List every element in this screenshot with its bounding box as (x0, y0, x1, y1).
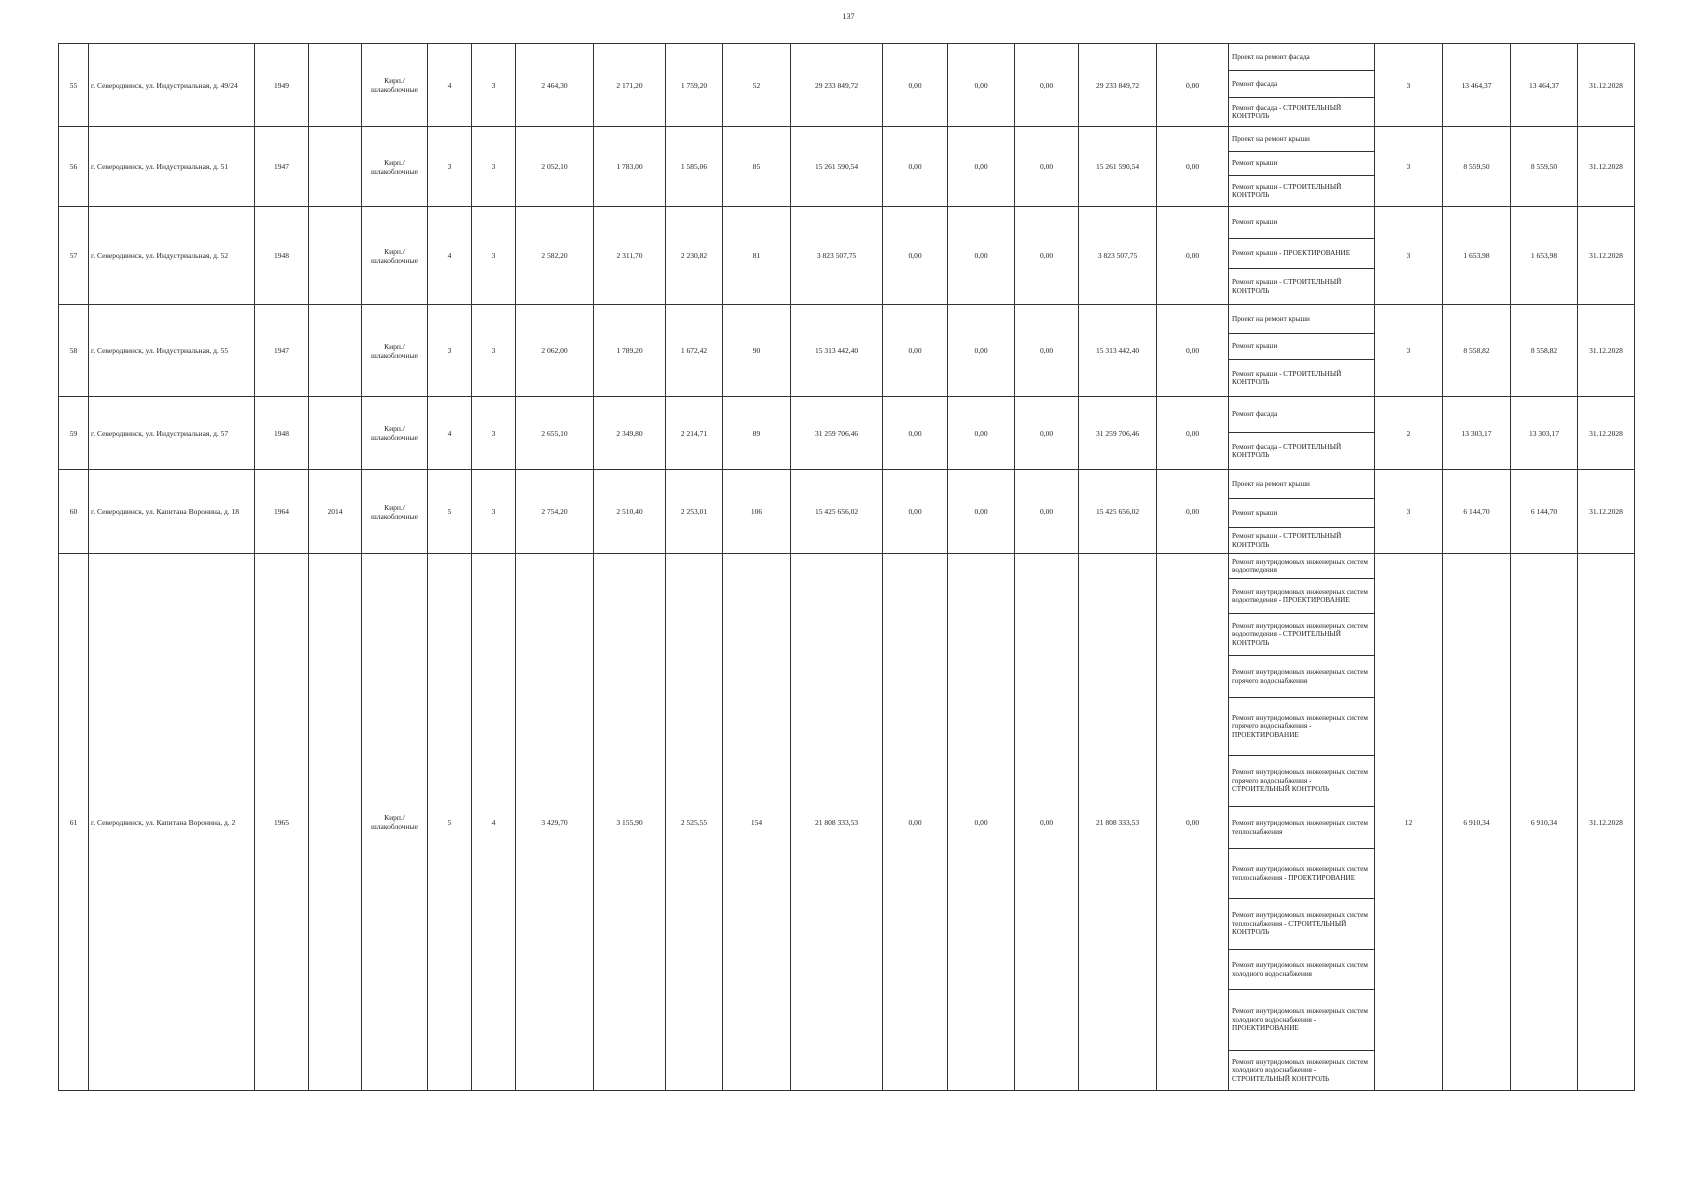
cell-entrances: 3 (472, 305, 516, 397)
page-number: 137 (842, 12, 855, 21)
cell-works-count: 2 (1375, 397, 1443, 470)
cell-year-built: 1949 (255, 44, 309, 127)
cell-material: Кирп./ шлакоблочные (362, 44, 428, 127)
cell-works-count: 3 (1375, 305, 1443, 397)
cell-fund-local: 0,00 (1015, 207, 1079, 305)
cell-works-count: 3 (1375, 207, 1443, 305)
cell-area-premises: 1 789,20 (594, 305, 666, 397)
cell-work-type: Ремонт крыши - СТРОИТЕЛЬНЫЙ КОНТРОЛЬ (1229, 360, 1375, 397)
cell-fund-other: 0,00 (1157, 305, 1229, 397)
cell-year-built: 1947 (255, 305, 309, 397)
cell-unit-cost-max: 13 464,37 (1511, 44, 1578, 127)
cell-work-type: Ремонт внутридомовых инженерных систем горячего водоснабжения - СТРОИТЕЛЬНЫЙ КОНТРОЛЬ (1229, 756, 1375, 807)
cell-fund-federal: 0,00 (883, 305, 948, 397)
cell-area-premises: 2 311,70 (594, 207, 666, 305)
cell-fund-owners: 21 808 333,53 (1079, 554, 1157, 1091)
cell-area-total: 2 582,20 (516, 207, 594, 305)
cell-cost-total: 31 259 706,46 (791, 397, 883, 470)
cell-area-total: 3 429,70 (516, 554, 594, 1091)
cell-cost-total: 3 823 507,75 (791, 207, 883, 305)
cell-fund-other: 0,00 (1157, 397, 1229, 470)
cell-address: г. Северодвинск, ул. Индустриальная, д. 55 (89, 305, 255, 397)
cell-area-total: 2 052,10 (516, 127, 594, 207)
cell-fund-local: 0,00 (1015, 470, 1079, 554)
cell-entrances: 4 (472, 554, 516, 1091)
cell-material: Кирп./ шлакоблочные (362, 470, 428, 554)
cell-residents: 106 (723, 470, 791, 554)
cell-fund-local: 0,00 (1015, 127, 1079, 207)
cell-work-type: Ремонт внутридомовых инженерных систем теплоснабжения (1229, 807, 1375, 849)
cell-fund-owners: 3 823 507,75 (1079, 207, 1157, 305)
cell-residents: 81 (723, 207, 791, 305)
cell-year-built: 1948 (255, 207, 309, 305)
cell-material: Кирп./ шлакоблочные (362, 305, 428, 397)
cell-deadline: 31.12.2028 (1578, 397, 1635, 470)
cell-work-type: Проект на ремонт крыши (1229, 127, 1375, 152)
cell-work-type: Ремонт внутридомовых инженерных систем холодного водоснабжения (1229, 950, 1375, 990)
table-body (59, 44, 1635, 1091)
cell-address: г. Северодвинск, ул. Индустриальная, д. 52 (89, 207, 255, 305)
table-row (59, 207, 1635, 239)
cell-year-overhaul: 2014 (309, 470, 362, 554)
cell-area-premises: 2 171,20 (594, 44, 666, 127)
table-row (59, 554, 1635, 579)
cell-floors: 4 (428, 207, 472, 305)
cell-fund-local: 0,00 (1015, 397, 1079, 470)
cell-material: Кирп./ шлакоблочные (362, 207, 428, 305)
cell-year-overhaul (309, 554, 362, 1091)
cell-unit-cost: 8 558,82 (1443, 305, 1511, 397)
cell-address: г. Северодвинск, ул. Капитана Воронина, д. 2 (89, 554, 255, 1091)
cell-fund-federal: 0,00 (883, 207, 948, 305)
cell-work-type: Ремонт внутридомовых инженерных систем горячего водоснабжения (1229, 656, 1375, 698)
cell-unit-cost-max: 6 144,70 (1511, 470, 1578, 554)
cell-fund-regional: 0,00 (948, 470, 1015, 554)
cell-area-premises: 1 783,00 (594, 127, 666, 207)
cell-fund-federal: 0,00 (883, 470, 948, 554)
cell-unit-cost-max: 6 910,34 (1511, 554, 1578, 1091)
cell-fund-owners: 15 261 590,54 (1079, 127, 1157, 207)
cell-work-type: Ремонт внутридомовых инженерных систем теплоснабжения - ПРОЕКТИРОВАНИЕ (1229, 849, 1375, 899)
cell-floors: 3 (428, 127, 472, 207)
cell-work-type: Ремонт крыши - ПРОЕКТИРОВАНИЕ (1229, 239, 1375, 269)
cell-num: 56 (59, 127, 89, 207)
cell-works-count: 12 (1375, 554, 1443, 1091)
cell-fund-local: 0,00 (1015, 554, 1079, 1091)
cell-unit-cost-max: 8 559,50 (1511, 127, 1578, 207)
cell-work-type: Ремонт фасада (1229, 71, 1375, 98)
cell-work-type: Ремонт внутридомовых инженерных систем теплоснабжения - СТРОИТЕЛЬНЫЙ КОНТРОЛЬ (1229, 899, 1375, 950)
cell-cost-total: 15 313 442,40 (791, 305, 883, 397)
cell-num: 55 (59, 44, 89, 127)
cell-material: Кирп./ шлакоблочные (362, 397, 428, 470)
cell-num: 60 (59, 470, 89, 554)
cell-work-type: Проект на ремонт фасада (1229, 44, 1375, 71)
cell-fund-regional: 0,00 (948, 397, 1015, 470)
cell-fund-regional: 0,00 (948, 127, 1015, 207)
cell-residents: 90 (723, 305, 791, 397)
cell-entrances: 3 (472, 397, 516, 470)
cell-work-type: Ремонт фасада - СТРОИТЕЛЬНЫЙ КОНТРОЛЬ (1229, 433, 1375, 470)
cell-work-type: Ремонт крыши (1229, 207, 1375, 239)
cell-work-type: Ремонт крыши - СТРОИТЕЛЬНЫЙ КОНТРОЛЬ (1229, 269, 1375, 305)
capital-repair-table (58, 43, 1635, 1091)
cell-year-built: 1964 (255, 470, 309, 554)
cell-area-premises: 2 349,80 (594, 397, 666, 470)
cell-fund-federal: 0,00 (883, 397, 948, 470)
cell-deadline: 31.12.2028 (1578, 470, 1635, 554)
cell-year-built: 1965 (255, 554, 309, 1091)
cell-entrances: 3 (472, 44, 516, 127)
table-row (59, 470, 1635, 499)
cell-residents: 52 (723, 44, 791, 127)
cell-area-premises: 3 155,90 (594, 554, 666, 1091)
cell-area-residential: 1 672,42 (666, 305, 723, 397)
cell-fund-other: 0,00 (1157, 207, 1229, 305)
cell-work-type: Ремонт внутридомовых инженерных систем холодного водоснабжения - ПРОЕКТИРОВАНИЕ (1229, 990, 1375, 1051)
cell-fund-local: 0,00 (1015, 44, 1079, 127)
cell-address: г. Северодвинск, ул. Капитана Воронина, д. 18 (89, 470, 255, 554)
cell-work-type: Ремонт крыши - СТРОИТЕЛЬНЫЙ КОНТРОЛЬ (1229, 528, 1375, 554)
cell-address: г. Северодвинск, ул. Индустриальная, д. 51 (89, 127, 255, 207)
cell-area-residential: 2 214,71 (666, 397, 723, 470)
cell-cost-total: 15 261 590,54 (791, 127, 883, 207)
cell-fund-owners: 29 233 849,72 (1079, 44, 1157, 127)
cell-unit-cost: 13 464,37 (1443, 44, 1511, 127)
cell-year-overhaul (309, 305, 362, 397)
cell-entrances: 3 (472, 207, 516, 305)
cell-deadline: 31.12.2028 (1578, 305, 1635, 397)
cell-work-type: Проект на ремонт крыши (1229, 470, 1375, 499)
cell-num: 59 (59, 397, 89, 470)
cell-work-type: Ремонт внутридомовых инженерных систем холодного водоснабжения - СТРОИТЕЛЬНЫЙ КОНТРОЛЬ (1229, 1051, 1375, 1091)
table-row (59, 44, 1635, 71)
cell-unit-cost: 8 559,50 (1443, 127, 1511, 207)
cell-fund-owners: 15 313 442,40 (1079, 305, 1157, 397)
cell-fund-federal: 0,00 (883, 44, 948, 127)
cell-floors: 4 (428, 44, 472, 127)
cell-work-type: Ремонт внутридомовых инженерных систем горячего водоснабжения - ПРОЕКТИРОВАНИЕ (1229, 698, 1375, 756)
cell-unit-cost: 6 910,34 (1443, 554, 1511, 1091)
cell-cost-total: 21 808 333,53 (791, 554, 883, 1091)
cell-fund-local: 0,00 (1015, 305, 1079, 397)
table-row (59, 305, 1635, 334)
cell-year-overhaul (309, 397, 362, 470)
table-row (59, 397, 1635, 433)
cell-work-type: Ремонт крыши (1229, 334, 1375, 360)
cell-unit-cost: 1 653,98 (1443, 207, 1511, 305)
cell-works-count: 3 (1375, 44, 1443, 127)
cell-area-total: 2 464,30 (516, 44, 594, 127)
cell-work-type: Ремонт фасада (1229, 397, 1375, 433)
cell-fund-owners: 15 425 656,02 (1079, 470, 1157, 554)
cell-cost-total: 15 425 656,02 (791, 470, 883, 554)
cell-fund-regional: 0,00 (948, 44, 1015, 127)
cell-year-overhaul (309, 44, 362, 127)
cell-unit-cost-max: 1 653,98 (1511, 207, 1578, 305)
cell-area-total: 2 062,00 (516, 305, 594, 397)
cell-fund-federal: 0,00 (883, 554, 948, 1091)
cell-work-type: Ремонт внутридомовых инженерных систем водоотведения (1229, 554, 1375, 579)
cell-deadline: 31.12.2028 (1578, 207, 1635, 305)
cell-year-built: 1948 (255, 397, 309, 470)
cell-residents: 85 (723, 127, 791, 207)
cell-floors: 4 (428, 397, 472, 470)
table-row (59, 127, 1635, 152)
cell-unit-cost-max: 8 558,82 (1511, 305, 1578, 397)
cell-cost-total: 29 233 849,72 (791, 44, 883, 127)
cell-fund-other: 0,00 (1157, 127, 1229, 207)
cell-residents: 89 (723, 397, 791, 470)
cell-works-count: 3 (1375, 127, 1443, 207)
cell-work-type: Проект на ремонт крыши (1229, 305, 1375, 334)
cell-year-built: 1947 (255, 127, 309, 207)
cell-fund-other: 0,00 (1157, 44, 1229, 127)
cell-num: 58 (59, 305, 89, 397)
cell-address: г. Северодвинск, ул. Индустриальная, д. 57 (89, 397, 255, 470)
cell-area-premises: 2 510,40 (594, 470, 666, 554)
cell-unit-cost: 6 144,70 (1443, 470, 1511, 554)
cell-fund-owners: 31 259 706,46 (1079, 397, 1157, 470)
cell-work-type: Ремонт внутридомовых инженерных систем водоотведения - ПРОЕКТИРОВАНИЕ (1229, 579, 1375, 614)
cell-floors: 5 (428, 554, 472, 1091)
cell-deadline: 31.12.2028 (1578, 127, 1635, 207)
cell-work-type: Ремонт крыши (1229, 152, 1375, 176)
cell-floors: 5 (428, 470, 472, 554)
cell-material: Кирп./ шлакоблочные (362, 127, 428, 207)
cell-area-total: 2 655,10 (516, 397, 594, 470)
cell-entrances: 3 (472, 127, 516, 207)
cell-deadline: 31.12.2028 (1578, 554, 1635, 1091)
cell-fund-other: 0,00 (1157, 554, 1229, 1091)
cell-year-overhaul (309, 207, 362, 305)
cell-work-type: Ремонт фасада - СТРОИТЕЛЬНЫЙ КОНТРОЛЬ (1229, 98, 1375, 127)
cell-address: г. Северодвинск, ул. Индустриальная, д. 49/24 (89, 44, 255, 127)
cell-area-residential: 2 253,01 (666, 470, 723, 554)
cell-year-overhaul (309, 127, 362, 207)
cell-work-type: Ремонт крыши (1229, 499, 1375, 528)
cell-work-type: Ремонт внутридомовых инженерных систем водоотведения - СТРОИТЕЛЬНЫЙ КОНТРОЛЬ (1229, 614, 1375, 656)
cell-residents: 154 (723, 554, 791, 1091)
cell-deadline: 31.12.2028 (1578, 44, 1635, 127)
cell-fund-federal: 0,00 (883, 127, 948, 207)
cell-unit-cost-max: 13 303,17 (1511, 397, 1578, 470)
cell-entrances: 3 (472, 470, 516, 554)
cell-area-total: 2 754,20 (516, 470, 594, 554)
cell-fund-other: 0,00 (1157, 470, 1229, 554)
cell-material: Кирп./ шлакоблочные (362, 554, 428, 1091)
cell-num: 61 (59, 554, 89, 1091)
cell-area-residential: 2 525,55 (666, 554, 723, 1091)
cell-works-count: 3 (1375, 470, 1443, 554)
cell-area-residential: 1 585,06 (666, 127, 723, 207)
cell-area-residential: 1 759,20 (666, 44, 723, 127)
cell-fund-regional: 0,00 (948, 554, 1015, 1091)
cell-unit-cost: 13 303,17 (1443, 397, 1511, 470)
cell-work-type: Ремонт крыши - СТРОИТЕЛЬНЫЙ КОНТРОЛЬ (1229, 176, 1375, 207)
cell-num: 57 (59, 207, 89, 305)
cell-floors: 3 (428, 305, 472, 397)
cell-fund-regional: 0,00 (948, 305, 1015, 397)
cell-area-residential: 2 230,82 (666, 207, 723, 305)
cell-fund-regional: 0,00 (948, 207, 1015, 305)
